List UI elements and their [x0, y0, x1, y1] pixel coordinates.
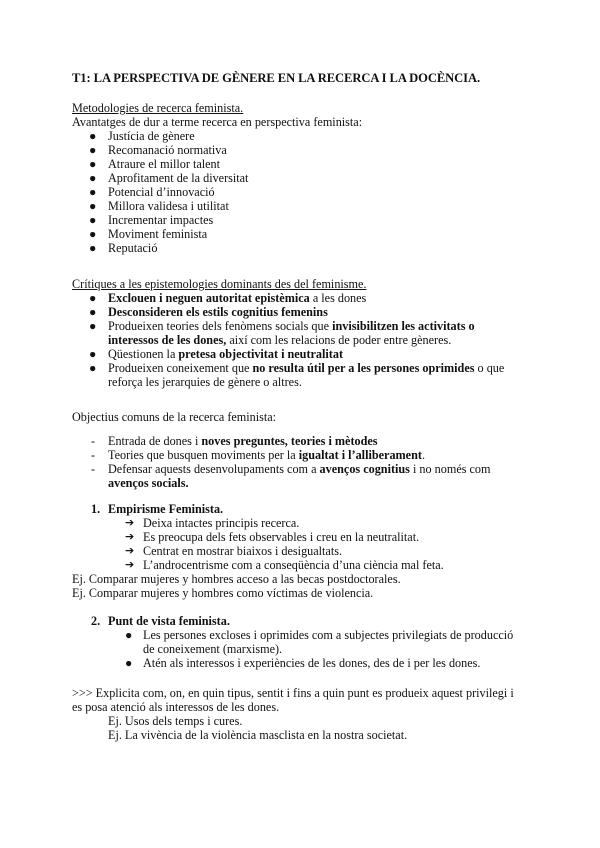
critique-5-rest: o que [474, 361, 505, 375]
bullet-icon: ● [89, 347, 97, 361]
objective-2-bold: igualtat i l’alliberament [298, 448, 422, 462]
list-item [72, 213, 552, 227]
objective-1-pre: Entrada de dones i [108, 434, 202, 448]
list-item [0, 656, 600, 670]
closing-example-2: Ej. La vivència de la violència masclista en la nostra societat. [108, 728, 408, 742]
bullet-icon: ● [89, 241, 97, 255]
dash-marker: - [91, 448, 96, 462]
advantage-text: Atraure el millor talent [108, 157, 221, 171]
list-item [72, 319, 552, 347]
objective-3-pre: Defensar aquests desenvolupaments com a [108, 462, 320, 476]
list-item [0, 544, 600, 558]
arrow-icon: ➔ [125, 516, 135, 529]
list-item [72, 143, 552, 157]
list-item [72, 241, 552, 255]
empiricism-heading-row [0, 502, 600, 516]
list-item [72, 185, 552, 199]
list-item [0, 558, 600, 572]
empiricism-item-text: Es preocupa dels fets observables i creu en la neutralitat. [143, 530, 420, 544]
empiricism-item-text: Centrat en mostrar biaixos i desigualtats. [143, 544, 343, 558]
bullet-icon: ● [89, 227, 97, 241]
methodologies-section [72, 101, 552, 255]
critique-1-bold: Exclouen i neguen autoritat epistèmica [108, 291, 310, 305]
bullet-icon: ● [89, 199, 97, 213]
list-item [72, 305, 552, 319]
list-item [72, 448, 552, 462]
critique-1-rest: a les dones [309, 291, 367, 305]
bullet-icon: ● [89, 171, 97, 185]
closing-section [72, 686, 572, 742]
objective-1-bold: noves preguntes, teories i mètodes [201, 434, 378, 448]
advantage-text: Moviment feminista [108, 227, 208, 241]
bullet-icon: ● [89, 291, 97, 305]
empiricism-list [0, 516, 600, 572]
list-item [0, 628, 600, 656]
list-item [72, 199, 552, 213]
bullet-icon: ● [125, 628, 133, 642]
advantage-text: Millora validesa i utilitat [108, 199, 229, 213]
empiricism-example-1: Ej. Comparar mujeres y hombres acceso a las becas postdoctorales. [72, 572, 401, 586]
list-item [72, 361, 552, 389]
methodologies-intro: Avantatges de dur a terme recerca en perspectiva feminista: [72, 115, 363, 129]
list-item [0, 516, 600, 530]
objective-3-rest: i no només com [409, 462, 491, 476]
critique-2-bold: Desconsideren els estils cognitius femenins [108, 305, 328, 319]
list-item [72, 171, 552, 185]
closing-paragraph-2: es posa atenció als interessos de les dones. [72, 700, 280, 714]
list-item [72, 157, 552, 171]
advantage-text: Justícia de gènere [108, 129, 195, 143]
section-number: 2. [91, 614, 101, 628]
list-item [72, 227, 552, 241]
standpoint-item-2: Atén als interessos i experiències de les dones, des de i per les dones. [143, 656, 481, 670]
bullet-icon: ● [89, 143, 97, 157]
bullet-icon: ● [89, 157, 97, 171]
list-item [72, 291, 552, 305]
section-number: 1. [91, 502, 101, 516]
bullet-icon: ● [125, 656, 133, 670]
critiques-section [72, 277, 552, 389]
closing-example-1: Ej. Usos dels temps i cures. [108, 714, 243, 728]
critique-4-bold: pretesa objectivitat i neutralitat [178, 347, 344, 361]
empiricism-example-2: Ej. Comparar mujeres y hombres como víctimas de violencia. [72, 586, 374, 600]
objective-3-bold-cont: avenços socials. [108, 476, 189, 490]
empiricism-item-text: Deixa intactes principis recerca. [143, 516, 300, 530]
bullet-icon: ● [89, 129, 97, 143]
bullet-icon: ● [89, 185, 97, 199]
critiques-heading: Crítiques a les epistemologies dominants des del feminisme. [72, 277, 367, 291]
bullet-icon: ● [89, 319, 97, 333]
critique-3-bold-cont: interessos de les dones, [108, 333, 227, 347]
standpoint-section [0, 614, 600, 670]
dash-marker: - [91, 434, 96, 448]
standpoint-item-1b: de coneixement (marxisme). [143, 642, 283, 656]
objectives-section [72, 410, 552, 490]
objective-3-bold: avenços cognitius [319, 462, 410, 476]
critique-5-line2: reforça les jerarquies de gènere o altres. [108, 375, 302, 389]
bullet-icon: ● [89, 305, 97, 319]
methodologies-heading: Metodologies de recerca feminista. [72, 101, 244, 115]
objectives-heading: Objectius comuns de la recerca feminista: [72, 410, 277, 424]
critique-5-pre: Produeixen coneixement que [108, 361, 253, 375]
advantage-text: Incrementar impactes [108, 213, 214, 227]
closing-paragraph-1: >>> Explicita com, on, en quin tipus, sentit i fins a quin punt es produeix aquest privilegi i [72, 686, 514, 700]
advantages-list [72, 129, 552, 255]
dash-marker: - [91, 462, 96, 476]
advantage-text: Recomanació normativa [108, 143, 227, 157]
standpoint-heading: Punt de vista feminista. [108, 614, 230, 628]
bullet-icon: ● [89, 213, 97, 227]
critique-4-pre: Qüestionen la [108, 347, 179, 361]
arrow-icon: ➔ [125, 530, 135, 543]
arrow-icon: ➔ [125, 544, 135, 557]
critique-5-bold: no resulta útil per a les persones oprimides [252, 361, 475, 375]
standpoint-item-1a: Les persones excloses i oprimides com a subjectes privilegiats de producció [143, 628, 514, 642]
advantage-text: Aprofitament de la diversitat [108, 171, 249, 185]
standpoint-heading-row [0, 614, 600, 628]
empiricism-heading: Empirisme Feminista. [108, 502, 224, 516]
list-item [72, 347, 552, 361]
empiricism-item-text: L’androcentrisme com a conseqüència d’una ciència mal feta. [143, 558, 444, 572]
bullet-icon: ● [89, 361, 97, 375]
critique-3-bold: invisibilitzen les activitats o [332, 319, 475, 333]
list-item [72, 129, 552, 143]
list-item [0, 530, 600, 544]
empiricism-section [0, 502, 600, 600]
critique-3-pre: Produeixen teories dels fenòmens socials que [108, 319, 333, 333]
critique-3-rest: així com les relacions de poder entre gèneres. [226, 333, 452, 347]
arrow-icon: ➔ [125, 558, 135, 571]
list-item [72, 434, 552, 448]
objective-2-pre: Teories que busquen moviments per la [108, 448, 299, 462]
advantage-text: Reputació [108, 241, 158, 255]
advantage-text: Potencial d’innovació [108, 185, 215, 199]
objective-2-rest: . [421, 448, 425, 462]
list-item [72, 462, 552, 490]
page-title: T1: LA PERSPECTIVA DE GÈNERE EN LA RECERCA I LA DOCÈNCIA. [72, 71, 480, 85]
